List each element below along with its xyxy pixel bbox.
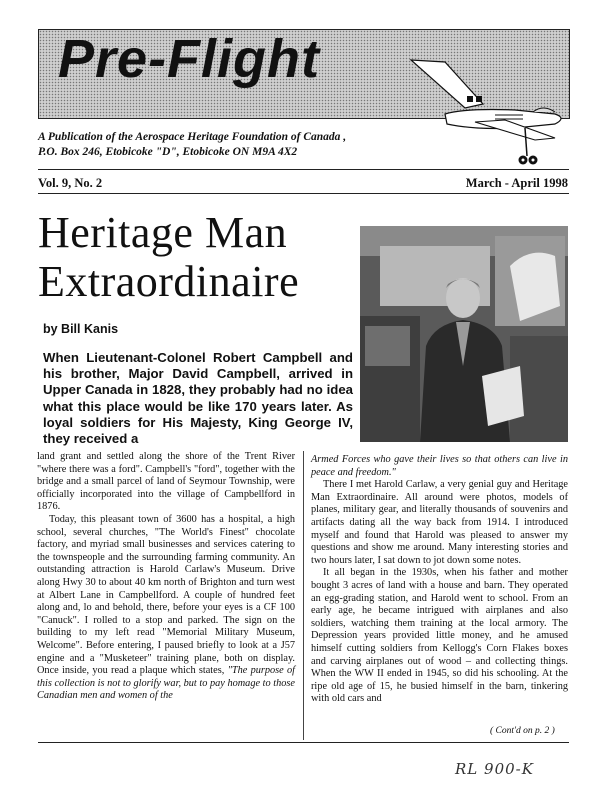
headline-line-2: Extraordinaire: [38, 257, 300, 306]
divider-rule: [38, 169, 569, 170]
article-column-left: [37, 451, 295, 703]
paragraph: There I met Harold Carlaw, a very genial guy and Heritage Man Extraordinaire. All around were photos, models of planes, military gear, and literally thousands of souvenirs and artifacts dating all the way back from 1914. I introduced myself and found that Harold was pleased to answer my questions and show me around. Many interesting stories and two hours later, I sat down to jot down some notes.: [311, 479, 568, 566]
headline-line-1: Heritage Man: [38, 208, 288, 257]
publication-info: [38, 130, 346, 160]
plaque-quote-continued: Armed Forces who gave their lives so that others can live in peace and freedom.": [311, 454, 568, 478]
museum-photo: [360, 226, 568, 442]
article-headline: [38, 208, 358, 306]
plaque-quote: "The purpose of this collection is not to glorify war, but to pay homage to those Canadian men and women of the: [37, 665, 295, 702]
handwritten-note: RL 900-K: [455, 760, 534, 778]
column-divider: [303, 451, 304, 740]
jet-aircraft-illustration: [405, 52, 570, 172]
divider-rule: [38, 742, 569, 743]
issue-date: March - April 1998: [465, 176, 568, 190]
issue-volume: Vol. 9, No. 2: [38, 176, 103, 190]
paragraph: land grant and settled along the shore of the Trent River "where there was a ford". Campbell's "ford", together with the bridge and a small parcel of land of Seymour Township, were officially incorporated into the village of Campbellford in 1876.: [37, 451, 295, 513]
newsletter-title: Pre-Flight: [58, 29, 320, 89]
publication-address: P.O. Box 246, Etobicoke "D", Etobicoke ON M9A 4X2: [38, 146, 298, 158]
paragraph: It all began in the 1930s, when his father and mother bought 3 acres of land with a house and barn. They operated an egg-grading station, and Harold went to school. From an early age, he became intrigued with airplanes and also soldiers, watching them training at the local armory. The Depression years provided little money, and he amused himself cutting soldiers from Kellogg's Corn Flakes boxes and carving airplanes out of wood – and collecting things. When the WW II ended in 1945, so did his schooling. At the ripe old age of 15, he busied himself in the barn, tinkering with old cars and: [311, 567, 568, 705]
article-column-right: [311, 454, 568, 706]
paragraph: [37, 514, 295, 703]
continued-note: ( Cont'd on p. 2 ): [490, 726, 555, 736]
publication-line-1: A Publication of the Aerospace Heritage Foundation of Canada ,: [38, 131, 347, 143]
divider-rule: [38, 193, 569, 194]
paragraph-text: Today, this pleasant town of 3600 has a hospital, a high school, several churches, "The World's Finest" chocolate factory, and myriad small businesses and services catering to the townspeople and the surrounding farming community. An outstanding attraction is Harold Carlaw's Museum. Drive along Hwy 30 to about 40 km north of Brighton and turn west at Albert Lane in Campbellford. A couple of hundred feet along and, lo and behold, there, before your eyes is a CF 100 "Canuck". I rolled to a stop and parked. The sign on the building to my left read "Memorial Military Museum, Welcome". Before entering, I paused briefly to look at a J57 engine and a "Musketeer" training plane, both on display. Once inside, you read a plaque which states,: [37, 513, 295, 677]
article-byline: by Bill Kanis: [43, 322, 119, 336]
article-lede: When Lieutenant-Colonel Robert Campbell and his brother, Major David Campbell, arrived in Upper Canada in 1828, they probably had no idea what this place would be like 170 years later. As loyal soldiers for His Majesty, King George IV, they received a: [43, 350, 353, 447]
